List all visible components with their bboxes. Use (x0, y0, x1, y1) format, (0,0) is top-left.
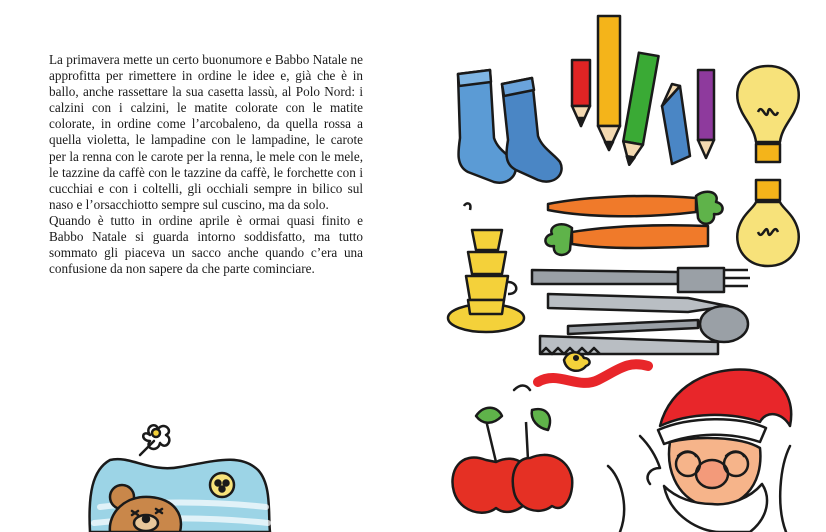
pencil-blue (662, 84, 690, 164)
pencil-purple (698, 70, 714, 158)
leaf-right (532, 409, 550, 430)
button-badge (210, 473, 234, 497)
carrot-top (548, 192, 723, 224)
teddy-bear-illustration (80, 415, 280, 532)
light-bulbs-illustration (728, 62, 808, 272)
santa-hat (660, 369, 791, 426)
knife (548, 294, 728, 312)
pencil-green (619, 53, 658, 167)
pencil-red (572, 60, 590, 126)
fork (532, 268, 750, 292)
cups-illustration (446, 200, 532, 340)
story-paragraph-1: La primavera mette un certo buonumore e Babbo Natale ne approfitta per rimettere in ordine le idee e, già che è in ballo, anche rassettare la sua casetta lassù, al Polo Nord: i calzini con i calzini, le matite colorate con le matite colorate, in ordine come l’arcobaleno, da quella rossa a quella violetta, le lampadine con le lampadine, le carote per la renna con le carote per la renna, le mele con le mele, le tazzine da caffè con le tazzine da caffè, le forchette con i cucchiai e con i coltelli, gli occhiali sempre in bilico sul naso e l’orsacchiotto sempre sul cuscino, ma da solo. (49, 52, 363, 212)
cup-2 (468, 252, 506, 274)
bulb-top (737, 66, 799, 162)
carrots-illustration (528, 188, 728, 264)
pencil-yellow (598, 16, 620, 150)
apples-illustration (446, 400, 576, 520)
bulb-bottom (737, 180, 799, 266)
socks-illustration (450, 68, 570, 188)
story-paragraph-2: Quando è tutto in ordine aprile è ormai quasi finito e Babbo Natale si guarda intorno soddisfatto, ma tutto sommato gli piaceva un sacco anche quando c’era una confusione da non sapere da che parte cominciare. (49, 212, 363, 277)
carrot-bottom (545, 224, 708, 255)
santa-illustration (600, 356, 800, 532)
cup-1 (472, 230, 502, 250)
pencils-illustration (568, 14, 728, 174)
cup-3 (466, 276, 508, 300)
bird (564, 352, 590, 371)
apple-right (513, 455, 572, 511)
leaf-left (476, 408, 502, 423)
story-text (49, 52, 363, 277)
